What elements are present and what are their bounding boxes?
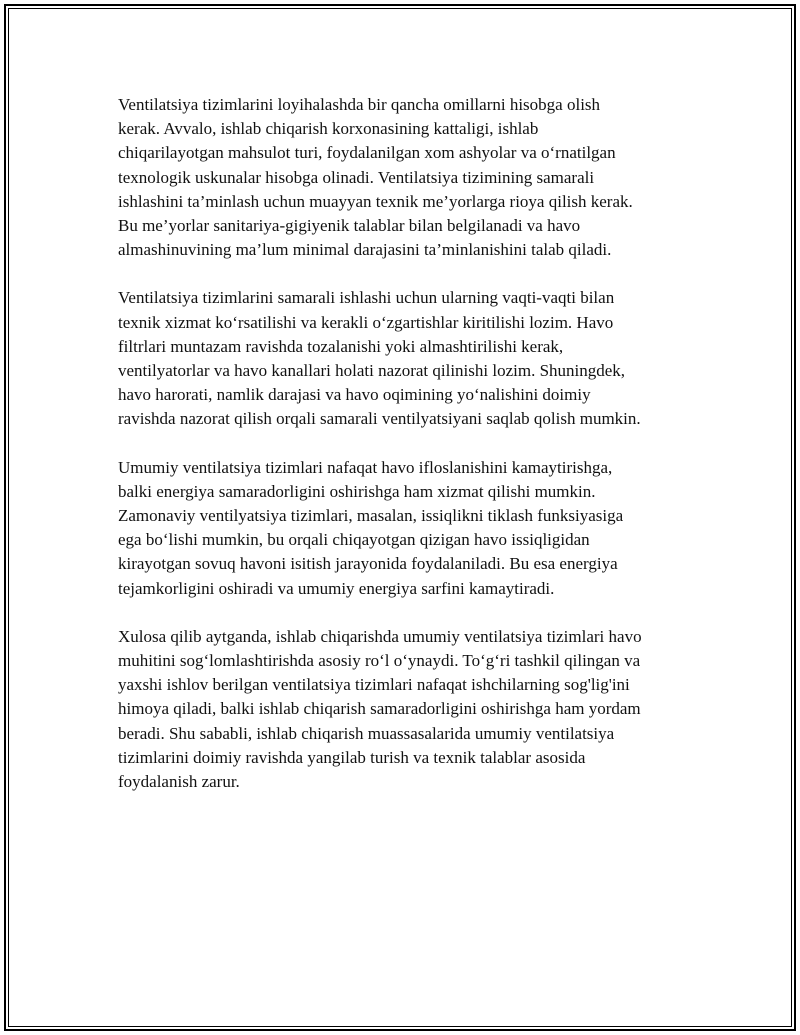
text-line: ishlashini ta’minlash uchun muayyan texnik me’yorlarga rioya qilish kerak. [118,191,633,211]
text-line: ega bo‘lishi mumkin, bu orqali chiqayotgan qizigan havo issiqligidan [118,530,590,550]
text-line: texnologik uskunalar hisobga olinadi. Ventilatsiya tizimining samarali [118,167,595,187]
text-line: himoya qiladi, balki ishlab chiqarish samaradorligini oshirishga ham yordam [118,699,641,719]
paragraph-1 [118,93,688,262]
text-line: balki energiya samaradorligini oshirishga ham xizmat qilishi mumkin. [118,481,596,501]
text-line: kirayotgan sovuq havoni isitish jarayonida foydalaniladi. Bu esa energiya [118,554,618,574]
text-line: ravishda nazorat qilish orqali samarali ventilyatsiyani saqlab qolish mumkin. [118,409,641,429]
text-line: Bu me’yorlar sanitariya-gigiyenik talablar bilan belgilanadi va havo [118,216,581,236]
paragraph-3 [118,456,688,601]
text-line: kerak. Avvalo, ishlab chiqarish korxonasining kattaligi, ishlab [118,119,539,139]
text-line: Xulosa qilib aytganda, ishlab chiqarishda umumiy ventilatsiya tizimlari havo [118,626,642,646]
paragraph-2 [118,286,688,431]
document-body [118,93,688,818]
text-line: Ventilatsiya tizimlarini samarali ishlashi uchun ularning vaqti-vaqti bilan [118,288,615,308]
text-line: ventilyatorlar va havo kanallari holati nazorat qilinishi lozim. Shuningdek, [118,361,626,381]
paragraph-4 [118,625,688,794]
text-line: Umumiy ventilatsiya tizimlari nafaqat havo ifloslanishini kamaytirishga, [118,457,613,477]
text-line: muhitini sog‘lomlashtirishda asosiy ro‘l o‘ynaydi. To‘g‘ri tashkil qilingan va [118,651,641,671]
text-line: filtrlari muntazam ravishda tozalanishi yoki almashtirilishi kerak, [118,336,564,356]
text-line: almashinuvining ma’lum minimal darajasini ta’minlanishini talab qiladi. [118,240,612,260]
text-line: yaxshi ishlov berilgan ventilatsiya tizimlari nafaqat ishchilarning sog'lig'ini [118,675,630,695]
text-line: Ventilatsiya tizimlarini loyihalashda bir qancha omillarni hisobga olish [118,95,601,114]
text-line: beradi. Shu sababli, ishlab chiqarish muassasalarida umumiy ventilatsiya [118,723,615,743]
text-line: tejamkorligini oshiradi va umumiy energiya sarfini kamaytiradi. [118,578,555,598]
text-line: chiqarilayotgan mahsulot turi, foydalanilgan xom ashyolar va o‘rnatilgan [118,143,616,163]
text-line: texnik xizmat ko‘rsatilishi va kerakli o‘zgartishlar kiritilishi lozim. Havo [118,312,614,332]
text-line: havo harorati, namlik darajasi va havo oqimining yo‘nalishini doimiy [118,385,591,405]
text-line: tizimlarini doimiy ravishda yangilab turish va texnik talablar asosida [118,747,586,767]
text-line: Zamonaviy ventilyatsiya tizimlari, masalan, issiqlikni tiklash funksiyasiga [118,506,624,526]
text-line: foydalanish zarur. [118,772,240,792]
